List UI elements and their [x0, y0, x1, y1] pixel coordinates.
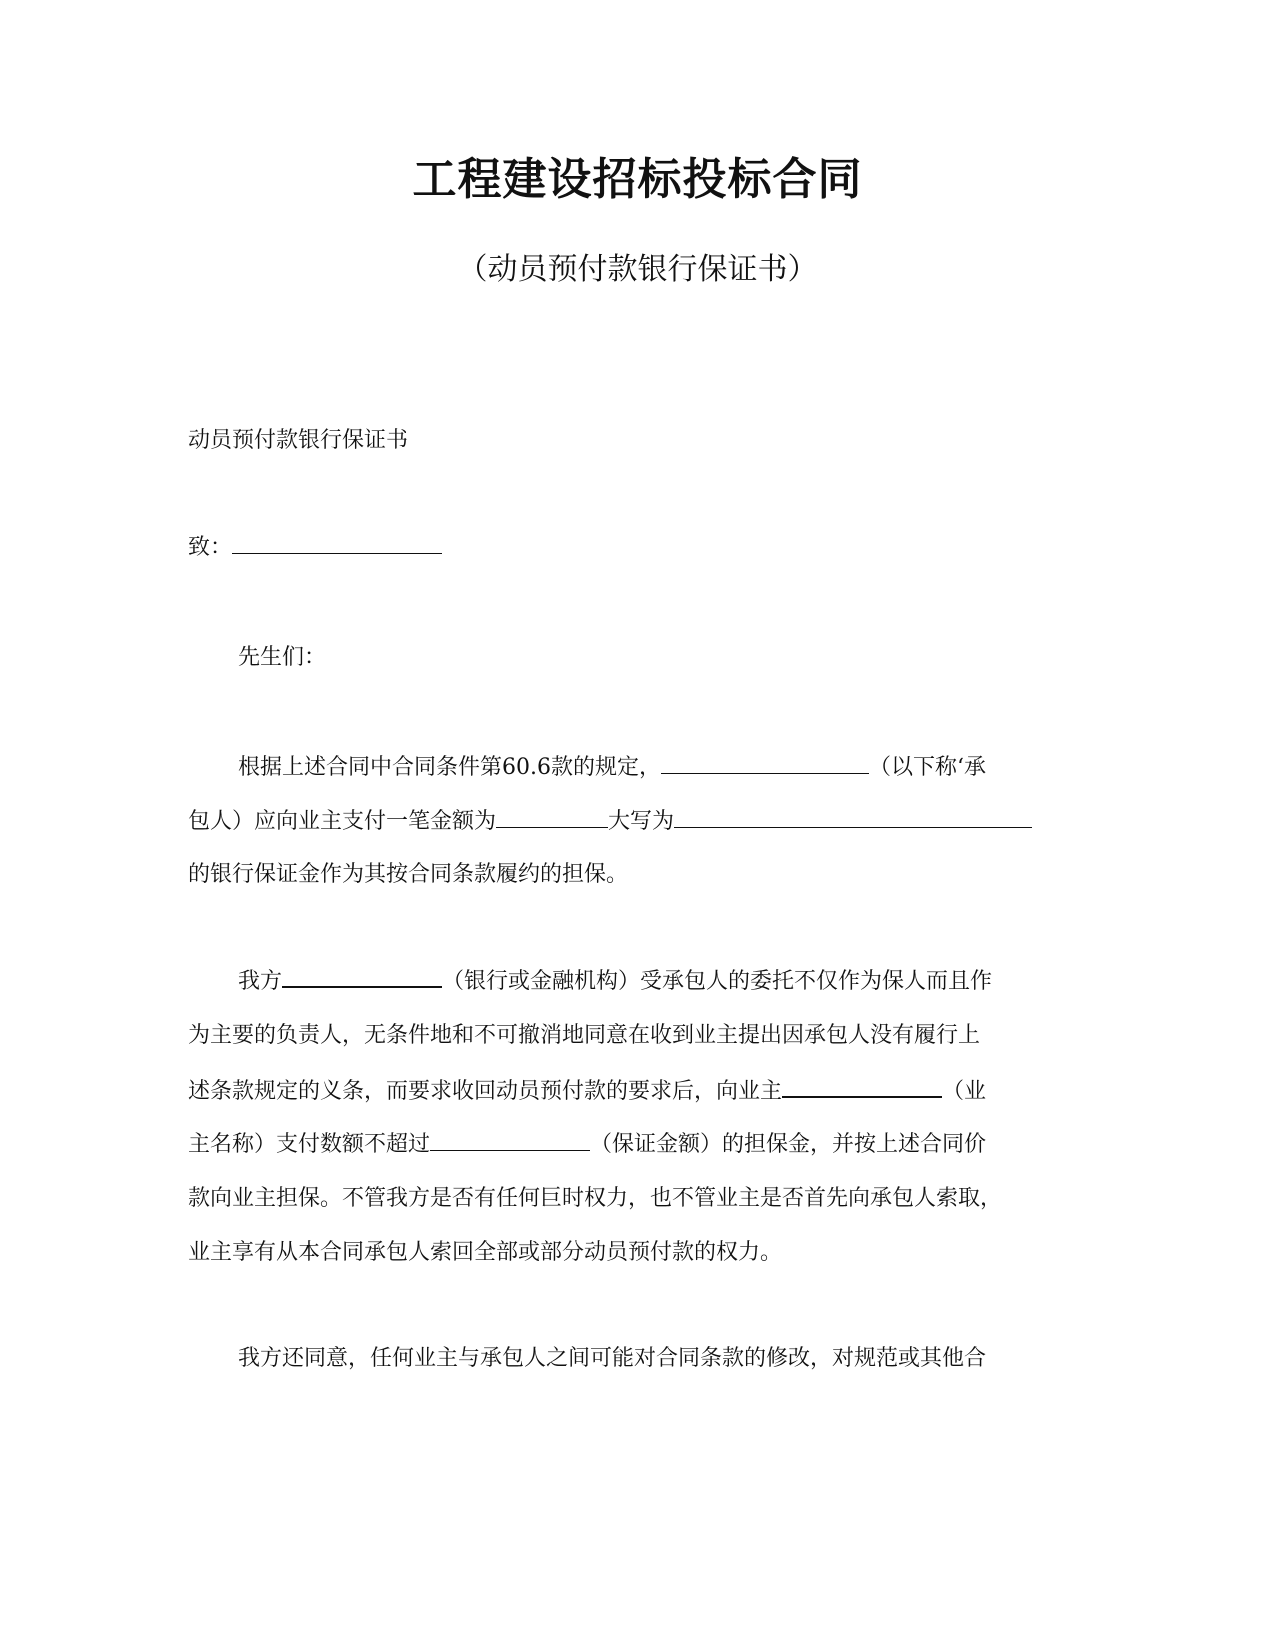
contractor-name-blank[interactable] — [661, 751, 869, 774]
amount-in-words-blank[interactable] — [674, 805, 1032, 828]
bank-name-blank[interactable] — [282, 964, 442, 988]
p2-line-1: 我方 （银行或金融机构）受承包人的委托不仅作为保人而且作 — [238, 964, 992, 999]
owner-name-blank[interactable] — [782, 1074, 942, 1098]
document-subtitle: （动员预付款银行保证书） — [457, 252, 818, 287]
section-heading: 动员预付款银行保证书 — [188, 428, 409, 453]
p2-line-6: 业主享有从本合同承包人索回全部或部分动员预付款的权力。 — [188, 1240, 783, 1265]
p1-line-3: 的银行保证金作为其按合同条款履约的担保。 — [188, 862, 629, 887]
salutation: 先生们： — [238, 645, 327, 670]
p2-line-3: 述条款规定的义条，而要求收回动员预付款的要求后，向业主 （业 — [188, 1074, 986, 1109]
amount-blank[interactable] — [496, 805, 608, 828]
document-title: 工程建设招标投标合同 — [412, 154, 863, 205]
p3-line-1: 我方还同意，任何业主与承包人之间可能对合同条款的修改，对规范或其他合 — [238, 1346, 987, 1371]
p1-line-2: 包人）应向业主支付一笔金额为 大写为 — [188, 805, 1032, 839]
guarantee-amount-blank[interactable] — [430, 1128, 590, 1151]
p2-line-5: 款向业主担保。不管我方是否有任何巨时权力，也不管业主是否首先向承包人索取， — [188, 1186, 1003, 1211]
p1-line-1: 根据上述合同中合同条件第60.6款的规定， （以下称‘承 — [238, 751, 986, 785]
p2-line-4: 主名称）支付数额不超过 （保证金额）的担保金，并按上述合同价 — [188, 1128, 986, 1162]
to-label: 致： — [188, 535, 233, 560]
p2-line-2: 为主要的负责人，无条件地和不可撤消地同意在收到业主提出因承包人没有履行上 — [188, 1023, 981, 1048]
recipient-line — [188, 531, 442, 565]
recipient-blank[interactable] — [232, 531, 442, 554]
